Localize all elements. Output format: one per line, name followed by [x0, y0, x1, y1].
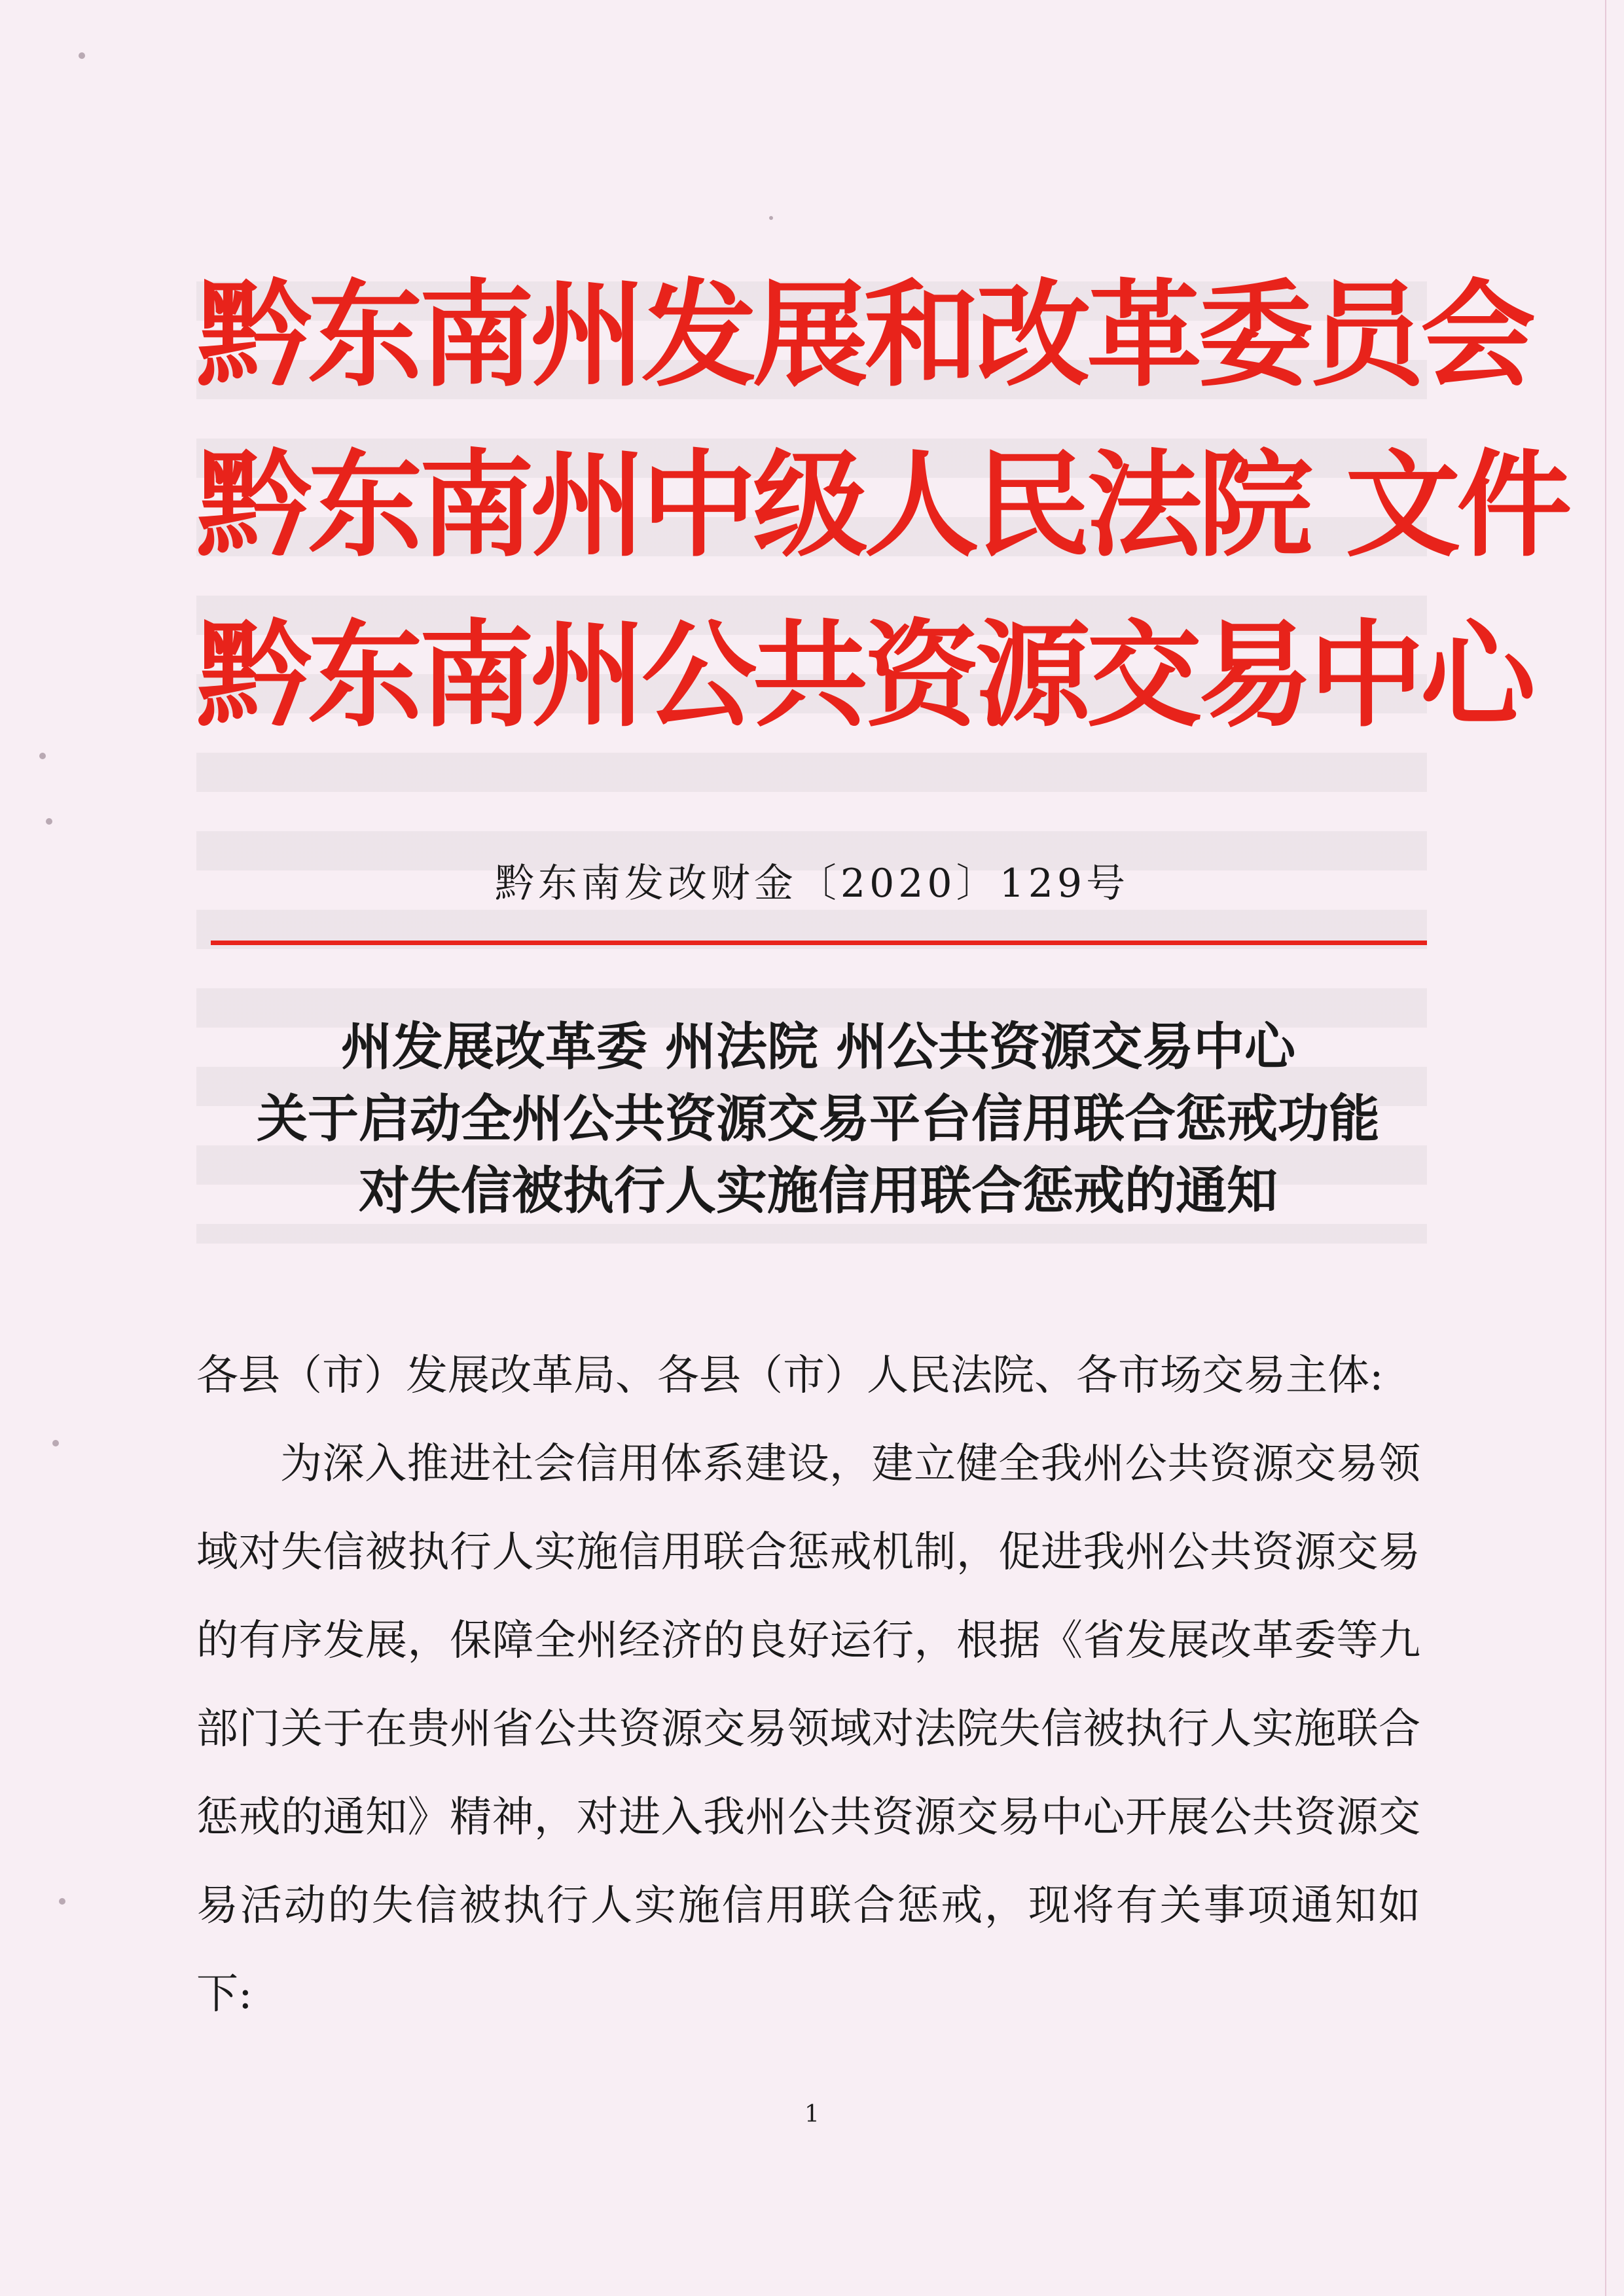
document-body — [196, 1332, 1420, 2039]
scan-speck — [46, 818, 52, 825]
header-line-3: 黔东南州公共资源交易中心 — [196, 609, 1532, 743]
title-line-1: 州发展改革委 州法院 州公共资源交易中心 — [340, 1017, 1296, 1077]
header-line-1: 黔东南州发展和改革委员会 — [196, 268, 1532, 403]
scan-speck — [59, 1898, 65, 1905]
title-line-3: 对失信被执行人实施信用联合惩戒的通知 — [358, 1161, 1278, 1221]
salutation: 各县（市）发展改革局、各县（市）人民法院、各市场交易主体: — [196, 1352, 1384, 1400]
scan-speck — [52, 1440, 59, 1446]
header-line-2 — [196, 439, 1568, 619]
issuing-authorities-header — [196, 268, 1568, 789]
document-title — [164, 1011, 1473, 1227]
header-line-2-suffix: 文件 — [1345, 439, 1568, 573]
title-line-2: 关于启动全州公共资源交易平台信用联合惩戒功能 — [256, 1089, 1380, 1149]
page-edge-line — [1605, 0, 1606, 2296]
scan-speck — [79, 52, 85, 59]
header-line-2-name: 黔东南州中级人民法院 — [196, 439, 1310, 573]
red-divider-line — [211, 941, 1427, 945]
scan-speck — [769, 216, 773, 220]
body-paragraph-1: 为深入推进社会信用体系建设，建立健全我州公共资源交易领域对失信被执行人实施信用联合惩戒机制，促进我州公共资源交易的有序发展，保障全州经济的良好运行，根据《省发展改革委等九部门关于在贵州省公共资源交易领域对法院失信被执行人实施联合惩戒的通知》精神，对进入我州公共资源交易中心开展公共资源交易活动的失信被执行人实施信用联合惩戒，现将有关事项通知如下: — [196, 1440, 1420, 2018]
document-number: 黔东南发改财金〔2020〕129号 — [494, 861, 1130, 906]
page-number: 1 — [804, 2101, 820, 2128]
scan-speck — [39, 753, 46, 759]
